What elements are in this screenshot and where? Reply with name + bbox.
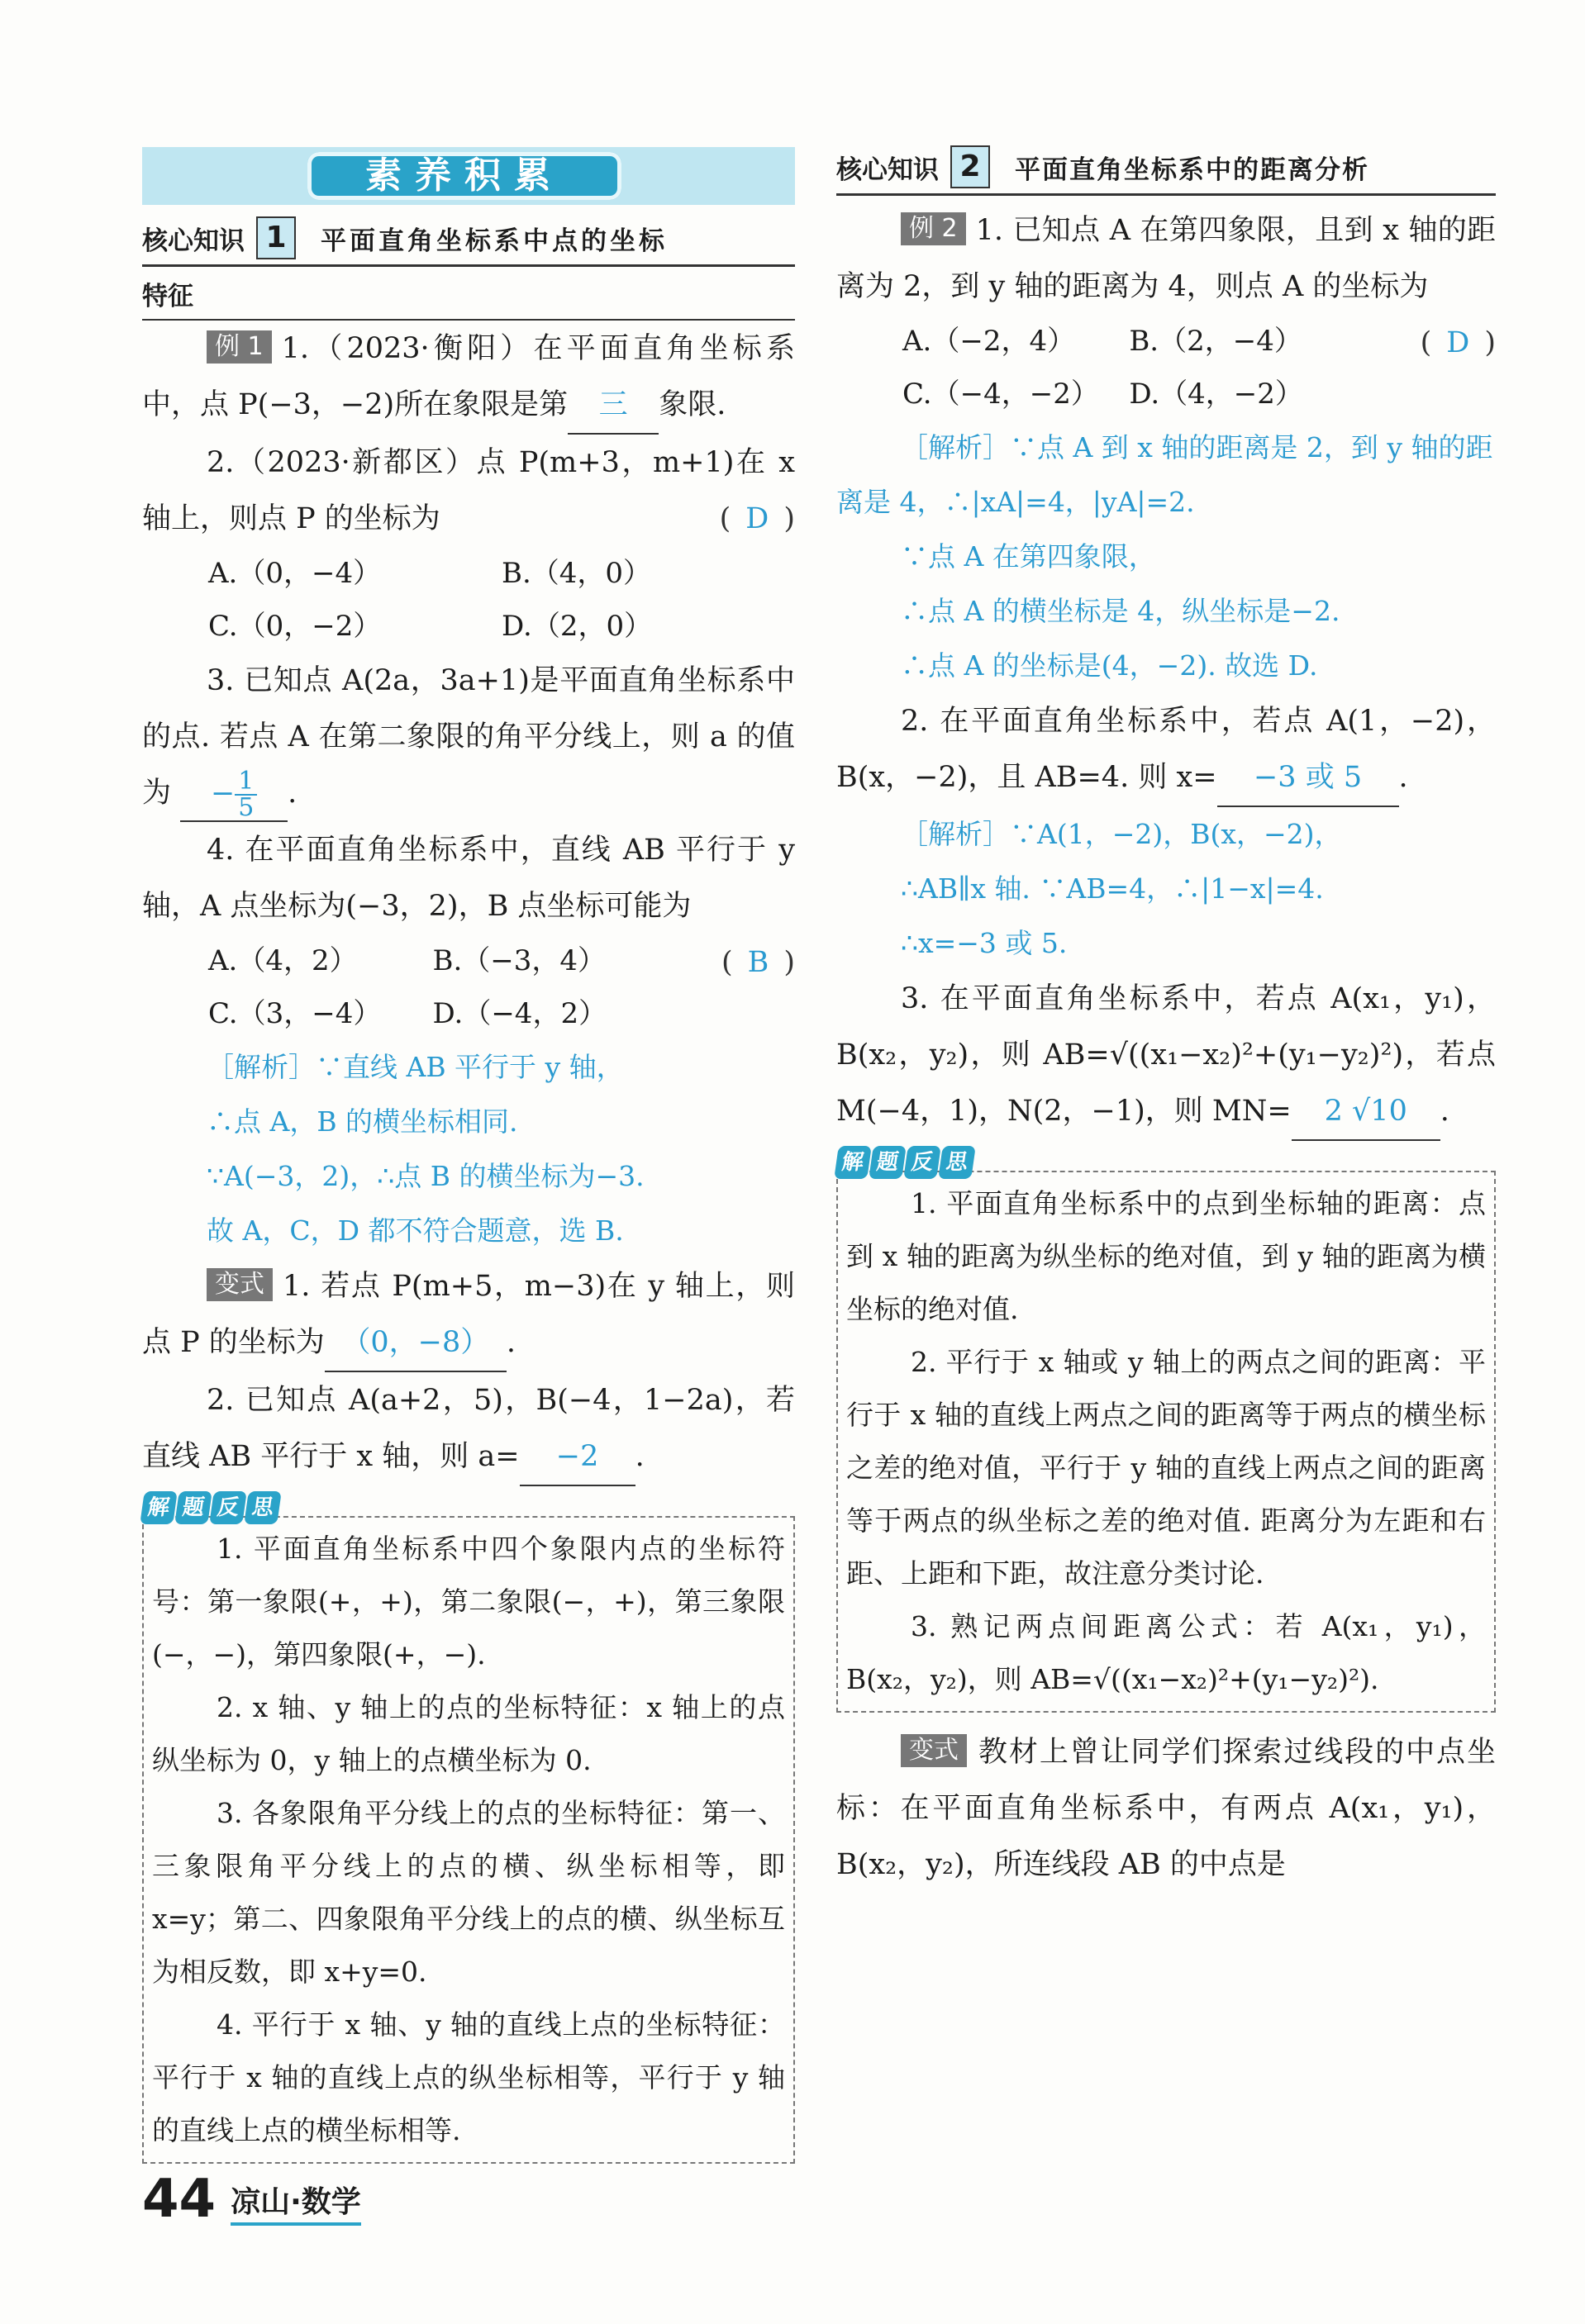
answer-blank: （0，−8） (325, 1314, 507, 1372)
option: B.（4，0） (502, 557, 652, 590)
option: D.（4，−2） (1129, 378, 1303, 411)
option: A.（0，−4） (208, 557, 382, 590)
q4-options (142, 934, 657, 1040)
option: B.（−3，4） (432, 943, 607, 977)
section-number: 2 (950, 145, 990, 188)
reflection-item: 2. 平行于 x 轴或 y 轴上的两点之间的距离：平行于 x 轴的直线上两点之间的距离等于两点的横坐标之差的绝对值，平行于 y 轴的直线上两点之间的距离等于两点的纵坐标之差的绝对值. 距离分为左距和右距、上距和下距，故注意分类讨论. (846, 1346, 1486, 1590)
reflection-item: 1. 平面直角坐标系中四个象限内点的坐标符号：第一象限(+，+)，第二象限(−，+)，第三象限(−，−)，第四象限(+，−). (152, 1532, 785, 1671)
reflection-item: 1. 平面直角坐标系中的点到坐标轴的距离：点到 x 轴的距离为纵坐标的绝对值，到 y 轴的距离为横坐标的绝对值. (846, 1187, 1486, 1325)
example-2-q1: 例 2 1. 已知点 A 在第四象限，且到 x 轴的距离为 2，到 y 轴的距离为 4，则点 A 的坐标为 ( D ) (836, 202, 1496, 315)
answer-blank: − $\frac{1}{5}$ (180, 769, 288, 822)
answer-blank: −3 或 5 (1217, 749, 1399, 807)
example-tag: 例 2 (901, 212, 966, 245)
section-2-header (836, 145, 1496, 196)
option: C.（3，−4） (208, 996, 382, 1030)
reflection-item: 3. 熟记两点间距离公式：若 A(x₁，y₁)，B(x₂，y₂)，则 AB=√((x₁−x₂)²+(y₁−y₂)²). (846, 1610, 1486, 1695)
variant-tag: 变式 (207, 1268, 273, 1301)
reflection-item: 4. 平行于 x 轴、y 轴的直线上点的坐标特征：平行于 x 轴的直线上点的纵坐标相等，平行于 y 轴的直线上点的横坐标相等. (152, 2008, 785, 2146)
option: C.（−4，−2） (902, 378, 1099, 411)
variant-q2: 2. 已知点 A(a+2，5)，B(−4，1−2a)，若直线 AB 平行于 x 轴，则 a= −2 . (142, 1372, 795, 1486)
option: D.（−4，2） (432, 996, 607, 1030)
reflection-item: 3. 各象限角平分线上的点的坐标特征：第一、三象限角平分线上的点的横、纵坐标相等，即 x=y；第二、四象限角平分线上的点的横、纵坐标互为相反数，即 x+y=0. (152, 1796, 785, 1988)
page-footer (142, 2169, 361, 2230)
variant-q1: 变式 1. 若点 P(m+5，m−3)在 y 轴上，则点 P 的坐标为 （0，−8） . (142, 1258, 795, 1372)
variant-tag: 变式 (901, 1734, 967, 1767)
example-1-q4: 4. 在平面直角坐标系中，直线 AB 平行于 y 轴，A 点坐标为(−3，2)，B 点坐标可能为 ( B ) (142, 822, 795, 934)
option: A.（−2，4） (902, 325, 1076, 358)
option: D.（2，0） (502, 610, 653, 643)
left-column (142, 216, 795, 2164)
option: B.（2，−4） (1129, 325, 1302, 358)
reflection-item: 2. x 轴、y 轴上的点的坐标特征：x 轴上的点纵坐标为 0，y 轴上的点横坐标为 0. (152, 1690, 785, 1776)
option: C.（0，−2） (208, 610, 382, 643)
banner-title: 素养积累 (307, 152, 621, 200)
section-number: 1 (256, 216, 296, 259)
option: A.（4，2） (208, 943, 358, 977)
section-banner (142, 147, 795, 205)
answer-paren: ( B ) (721, 945, 795, 979)
section-title: 平面直角坐标系中点的坐标 (321, 226, 668, 256)
example-tag: 例 1 (207, 330, 272, 364)
reflection-header: 解 题 反 思 (142, 1491, 795, 1524)
section-title-cont: 特征 (142, 267, 795, 321)
reflection-box (836, 1171, 1496, 1713)
q2-options (142, 547, 795, 653)
section-1-header (142, 216, 795, 267)
reflection-box (142, 1516, 795, 2164)
q1-options (836, 315, 1356, 421)
reflection-header: 解 题 反 思 (836, 1146, 1496, 1179)
section-tag: 核心知识 (142, 226, 245, 256)
solution-2: ［解析］∵A(1，−2)，B(x，−2)， ∴AB∥x 轴. ∵AB=4，∴|1−x|=4. ∴x=−3 或 5. (901, 818, 1342, 959)
answer-paren: ( D ) (1420, 326, 1496, 359)
section-title: 平面直角坐标系中的距离分析 (1015, 154, 1369, 185)
answer-blank: 三 (568, 377, 659, 435)
right-column (836, 145, 1496, 1893)
example-2-q3: 3. 在平面直角坐标系中，若点 A(x₁，y₁)，B(x₂，y₂)，则 AB=√((x₁−x₂)²+(y₁−y₂)²)，若点 M(−4，1)，N(2，−1)，则 MN= 2 √10 . (836, 971, 1496, 1141)
example-1-q3: 3. 已知点 A(2a，3a+1)是平面直角坐标系中的点. 若点 A 在第二象限的角平分线上，则 a 的值为 − $\frac{1}{5}$ . (142, 664, 795, 822)
example-1-q1: 例 1 1.（2023·衡阳）在平面直角坐标系中，点 P(−3，−2)所在象限是第 三 象限. (142, 321, 795, 435)
page-number: 44 (142, 2169, 217, 2230)
answer-blank: −2 (520, 1428, 635, 1486)
book-title: 凉山·数学 (231, 2184, 361, 2226)
example-2-q2: 2. 在平面直角坐标系中，若点 A(1，−2)，B(x，−2)，且 AB=4. 则 x= −3 或 5 . (836, 693, 1496, 807)
answer-blank: 2 √10 (1292, 1083, 1440, 1141)
section-tag: 核心知识 (836, 154, 939, 185)
answer-paren: ( D ) (719, 502, 795, 535)
variant-text: 变式 教材上曾让同学们探索过线段的中点坐标：在平面直角坐标系中，有两点 A(x₁，y₁)，B(x₂，y₂)，所连线段 AB 的中点是 (836, 1736, 1496, 1881)
example-1-q2: 2.（2023·新都区）点 P(m+3，m+1)在 x 轴上，则点 P 的坐标为 ( D ) (142, 435, 795, 547)
solution-1: ［解析］∵点 A 到 x 轴的距离是 2，到 y 轴的距离是 4，∴|xA|=4，|yA|=2. ∵点 A 在第四象限， ∴点 A 的横坐标是 4，纵坐标是−2. ∴点 A 的坐标是(4，−2). 故选 D. (836, 431, 1493, 682)
fraction: $\frac{1}{5}$ (235, 769, 257, 820)
solution: ［解析］∵直线 AB 平行于 y 轴， ∴点 A，B 的横坐标相同. ∵A(−3，2)，∴点 B 的横坐标为−3. 故 A，C，D 都不符合题意，选 B. (207, 1050, 645, 1247)
